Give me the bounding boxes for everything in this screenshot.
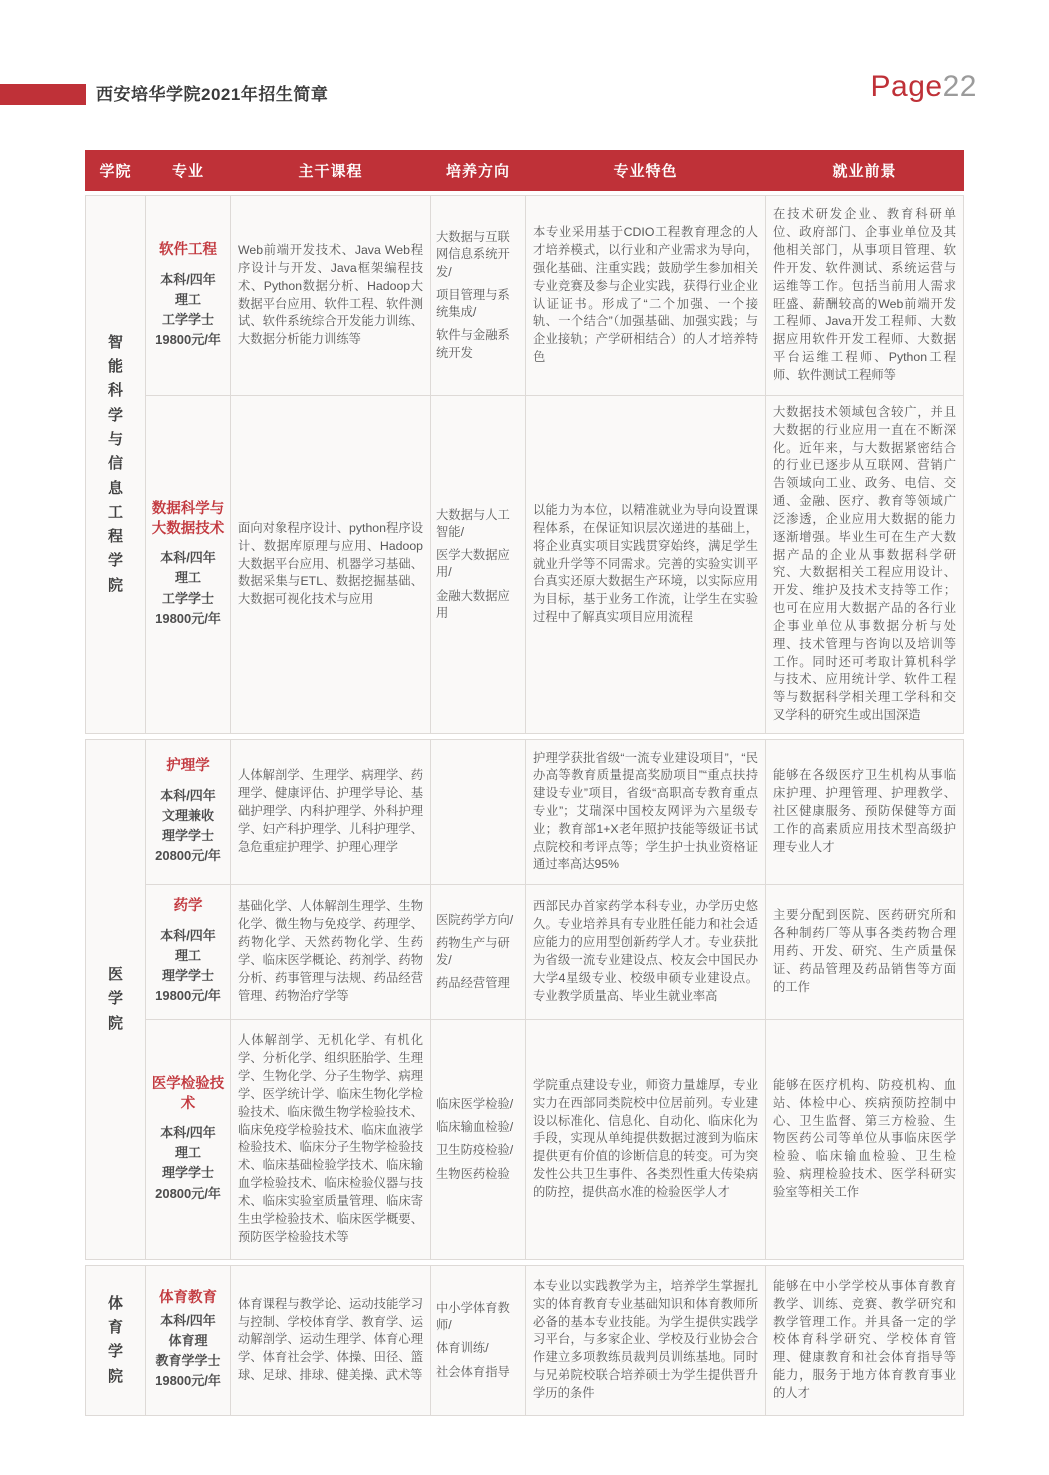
major-level: 本科/四年 [160, 271, 216, 287]
courses-cell [231, 1265, 431, 1415]
directions-cell [431, 1019, 526, 1259]
features-text: 以能力为本位，以精准就业为导向设置课程体系，在保证知识层次递进的基础上，将企业真实项目实践贯穿始终，满足学生就业升学等不同需求。完善的实验实训平台真实还原大数据生产环境，以实际应用为目标，基于业务工作流，让学生在实验过程中了解真实项目应用流程 [533, 503, 758, 625]
direction-item: 中小学体育教师/ [436, 1301, 510, 1333]
major-tuition: 19800元/年 [155, 331, 221, 347]
column-header-courses: 主干课程 [231, 151, 431, 191]
features-text: 西部民办首家药学本科专业，办学历史悠久。专业培养具有专业胜任能力和社会适应能力的应用型创新药学人才。专业获批为省级一流专业建设点、校友会中国民办大学4星级专业、校级申硕专业建设点。专业教学质量高、毕业生就业率高 [533, 899, 758, 1003]
major-category: 理工 [174, 948, 201, 964]
major-category: 文理兼收 [161, 808, 214, 824]
table-row [86, 396, 964, 734]
courses-text: 人体解剖学、生理学、病理学、药理学、健康评估、护理学导论、基础护理学、内科护理学、外科护理学、妇产科护理学、儿科护理学、急危重症护理学、护理心理学 [238, 768, 423, 854]
courses-text: 基础化学、人体解剖生理学、生物化学、微生物与免疫学、药理学、药物化学、天然药物化学、生药学、临床医学概论、药剂学、药物分析、药事管理与法规、药品经营管理、药物治疗学等 [238, 899, 423, 1003]
courses-text: Web前端开发技术、Java Web程序设计与开发、Java框架编程技术、Python数据分析、Hadoop大数据平台应用、软件工程、软件测试、软件系统综合开发能力训练、大数据分析能力训练等 [238, 243, 423, 347]
major-tuition: 19800元/年 [155, 1373, 221, 1389]
major-degree: 工学学士 [161, 590, 214, 606]
major-cell [146, 884, 231, 1019]
major-degree: 工学学士 [161, 311, 214, 327]
features-cell [526, 1265, 766, 1415]
major-level: 本科/四年 [160, 1125, 216, 1141]
major-category: 理工 [174, 291, 201, 307]
college-name: 医学院 [107, 965, 123, 1032]
major-name: 护理学 [166, 758, 210, 775]
document-title: 西安培华学院2021年招生简章 [96, 85, 329, 104]
college-group-sports [85, 1265, 964, 1416]
column-header-directions: 培养方向 [431, 151, 526, 191]
college-name: 智能科学与信息工程学院 [107, 333, 123, 594]
features-text: 本专业采用基于CDIO工程教育理念的人才培养模式，以行业和产业需求为导向，强化基础、注重实践；鼓励学生参加相关专业竞赛及参与企业实践，获得行业企业认证证书。形成了“二个加强、一个接轨、一个结合”（加强基础、加强实践；与企业接轨；产学研相结合）的人才培养特色 [533, 225, 758, 364]
column-header-prospects: 就业前景 [766, 151, 964, 191]
courses-text: 面向对象程序设计、python程序设计、数据库原理与应用、Hadoop大数据平台应用、机器学习基础、数据采集与ETL、数据挖掘基础、大数据可视化技术与应用 [238, 520, 423, 607]
prospects-text: 能够在中小学学校从事体育教育教学、训练、竞赛、教学研究和教学管理工作。并具备一定的学校体育科学研究、学校体育管理、健康教育和社会体育指导等能力，服务于地方体育教育事业的人才 [773, 1279, 956, 1400]
major-name: 医学检验技术 [151, 1076, 225, 1112]
major-cell [146, 396, 231, 734]
college-cell [86, 1265, 146, 1415]
major-name: 数据科学与大数据技术 [151, 501, 225, 537]
direction-item: 临床输血检验/ [436, 1120, 514, 1135]
college-cell [86, 739, 146, 1259]
direction-item: 临床医学检验/ [436, 1097, 514, 1111]
major-degree: 理学学士 [161, 1165, 214, 1181]
major-cell [146, 1265, 231, 1415]
prospects-cell [766, 196, 964, 396]
programs-table [85, 150, 963, 1421]
table-row [86, 1019, 964, 1259]
features-cell [526, 1019, 766, 1259]
major-name: 软件工程 [159, 241, 217, 258]
direction-item: 医院药学方向/ [436, 912, 514, 927]
direction-item: 卫生防疫检验/ [436, 1143, 514, 1158]
features-text: 学院重点建设专业，师资力量雄厚，专业实力在西部同类院校中位居前列。专业建设以标准化、信息化、自动化、临床化为手段，实现从单纯提供数据过渡到为临床提供更有价值的诊断信息的转变。可为突发性公共卫生事件、各类烈性重大传染病的防控，提供高水准的检验医学人才 [533, 1078, 758, 1199]
direction-item: 大数据与人工智能/ [436, 507, 510, 540]
page-indicator [871, 70, 977, 104]
major-cell [146, 196, 231, 396]
major-degree: 理学学士 [161, 968, 214, 984]
major-degree: 理学学士 [161, 828, 214, 844]
college-name: 体育学院 [107, 1294, 123, 1385]
courses-cell [231, 884, 431, 1019]
direction-item: 药品经营管理 [436, 976, 510, 991]
direction-item: 项目管理与系统集成/ [436, 287, 510, 320]
direction-item: 生物医药检验 [436, 1166, 510, 1181]
table-row [86, 196, 964, 396]
prospects-text: 大数据技术领域包含较广，并且大数据的行业应用一直在不断深化。近年来，与大数据紧密结合的行业已逐步从互联网、营销广告领域向工业、政务、电信、交通、金融、医疗、教育等领域广泛渗透，企业应用大数据的能力逐渐增强。毕业生可在生产大数据产品的企业从事数据科学研究、大数据相关工程应用设计、开发、维护及技术支持等工作；也可在应用大数据产品的各行业企事业单位从事数据分析与处理、技术管理与咨询以及培训等工作。同时还可考取计算机科学与技术、应用统计学、软件工程等与数据科学相关理工学科和交叉学科的研究生或出国深造 [773, 405, 956, 723]
directions-cell [431, 739, 526, 884]
major-level: 本科/四年 [160, 1312, 216, 1328]
directions-cell [431, 1265, 526, 1415]
major-tuition: 19800元/年 [155, 988, 221, 1004]
major-category: 体育理 [168, 1333, 208, 1349]
direction-item: 医学大数据应用/ [436, 548, 510, 580]
major-category: 理工 [174, 1145, 201, 1161]
college-cell [86, 196, 146, 734]
directions-cell [431, 884, 526, 1019]
table-row [86, 884, 964, 1019]
major-name: 药学 [173, 898, 203, 915]
major-level: 本科/四年 [160, 550, 216, 566]
table-row [86, 739, 964, 884]
direction-item: 体育训练/ [436, 1341, 489, 1356]
major-degree: 教育学学士 [155, 1353, 221, 1369]
features-text: 本专业以实践教学为主，培养学生掌握扎实的体育教育专业基础知识和体育教师所必备的基本专业技能。为学生提供实践学习平台，与多家企业、学校及行业协会合作建立多项教练员裁判员训练基地。同时与兄弟院校联合培养硕士为学生提供晋升学历的条件 [533, 1279, 758, 1400]
major-category: 理工 [174, 570, 201, 586]
prospects-text: 能够在各级医疗卫生机构从事临床护理、护理管理、护理教学、社区健康服务、预防保健等方面工作的高素质应用技术型高级护理专业人才 [773, 768, 956, 854]
prospects-text: 主要分配到医院、医药研究所和各种制药厂等从事各类药物合理用药、开发、研究、生产质量保证、药品管理及药品销售等方面的工作 [773, 908, 956, 994]
prospects-cell [766, 396, 964, 734]
table-row [86, 1265, 964, 1415]
direction-item: 大数据与互联网信息系统开发/ [436, 230, 510, 279]
major-cell [146, 1019, 231, 1259]
courses-cell [231, 196, 431, 396]
prospects-cell [766, 884, 964, 1019]
features-cell [526, 739, 766, 884]
major-name: 体育教育 [159, 1290, 217, 1307]
major-cell [146, 739, 231, 884]
direction-item: 社会体育指导 [436, 1364, 510, 1379]
directions-cell [431, 396, 526, 734]
direction-item: 软件与金融系统开发 [436, 328, 510, 360]
prospects-text: 能够在医疗机构、防疫机构、血站、体检中心、疾病预防控制中心、卫生监督、第三方检验、生物医药公司等单位从事临床医学检验、临床输血检验、卫生检验、病理检验技术、医学科研实验室等相关工作 [773, 1078, 956, 1199]
courses-text: 人体解剖学、无机化学、有机化学、分析化学、组织胚胎学、生理学、生物化学、分子生物学、病理学、医学统计学、临床生物化学检验技术、临床微生物学检验技术、临床免疫学检验技术、临床血液学检验技术、临床分子生物学检验技术、临床基础检验学技术、临床输血学检验技术、临床检验仪器与技术、临床实验室质量管理、临床寄生虫学检验技术、临床医学概要、预防医学检验技术等 [238, 1033, 423, 1244]
features-cell [526, 396, 766, 734]
major-tuition: 20800元/年 [155, 848, 221, 864]
prospects-cell [766, 739, 964, 884]
features-cell [526, 196, 766, 396]
direction-item: 药物生产与研发/ [436, 935, 510, 967]
features-cell [526, 884, 766, 1019]
features-text: 护理学获批省级“一流专业建设项目”，“民办高等教育质量提高奖励项目”“重点扶持建设专业”项目，省级“高职高专教育重点专业”；艾瑞深中国校友网评为六星级专业；教育部1+X老年照护技能等级证书试点院校和考评点等；学生护士执业资格证通过率高达95% [533, 750, 758, 872]
college-group-intelligent-science [85, 195, 964, 734]
major-tuition: 19800元/年 [155, 610, 221, 626]
table-header [85, 150, 964, 191]
courses-cell [231, 396, 431, 734]
college-group-medical [85, 739, 964, 1260]
major-level: 本科/四年 [160, 927, 216, 943]
major-level: 本科/四年 [160, 787, 216, 803]
directions-cell [431, 196, 526, 396]
page-label: Page [870, 70, 943, 103]
major-tuition: 20800元/年 [155, 1185, 221, 1201]
page-number: 22 [942, 70, 977, 103]
courses-cell [231, 739, 431, 884]
courses-text: 体育课程与教学论、运动技能学习与控制、学校体育学、教育学、运动解剖学、运动生理学、体育心理学、体育社会学、体操、田径、篮球、足球、排球、健美操、武术等 [238, 1296, 423, 1383]
column-header-major: 专业 [146, 151, 231, 191]
prospects-cell [766, 1265, 964, 1415]
column-header-college: 学院 [86, 151, 146, 191]
courses-cell [231, 1019, 431, 1259]
prospects-text: 在技术研发企业、教育科研单位、政府部门、企事业单位及其他相关部门，从事项目管理、软件开发、软件测试、系统运营与运维等工作。包括当前用人需求旺盛、薪酬较高的Web前端开发工程师、Java开发工程师、大数据应用软件开发工程师、大数据平台运维工程师、Python工程师、软件测试工程师等 [773, 207, 956, 382]
column-header-features: 专业特色 [526, 151, 766, 191]
title-accent-bar [0, 84, 86, 105]
prospects-cell [766, 1019, 964, 1259]
direction-item: 金融大数据应用 [436, 588, 510, 620]
